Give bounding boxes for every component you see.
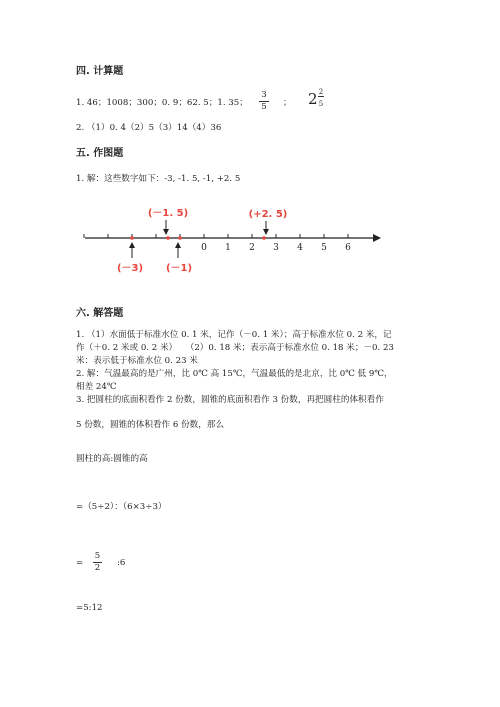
fraction-denominator: 5 [261, 101, 267, 112]
step-3: =5:12 [76, 603, 103, 613]
separator: ； [283, 98, 292, 108]
tick-label-0: 0 [201, 243, 207, 253]
number-line-diagram [80, 200, 390, 282]
fraction-denominator: 2 [94, 562, 101, 573]
fraction-numerator: 5 [94, 551, 101, 561]
point--3 [130, 236, 134, 240]
tick-label-2: 2 [249, 243, 255, 253]
section-4-line-1: 1. 46；1008；300；0. 9；62. 5；1. 35； [76, 98, 248, 108]
label-plus-2-5: (+2. 5) [248, 209, 288, 220]
problem-1-line-1: 1. （1）水面低于标准水位 0. 1 米，记作（－0. 1 米）；高于标准水位 0. 2 米，记 [76, 330, 392, 340]
mixed-number [308, 88, 324, 108]
point-2-5 [262, 236, 266, 240]
section-4-title: 四. 计算题 [76, 66, 124, 77]
step-1: =（5÷2）：（6×3÷3） [76, 502, 167, 512]
label-minus-1: (－1) [165, 263, 193, 274]
fraction-three-fifths [259, 91, 269, 111]
tick-labels [201, 243, 351, 253]
tick-label-1: 1 [225, 243, 231, 253]
tick-label-3: 3 [273, 243, 279, 253]
label-minus-1-5: (－1. 5) [147, 208, 189, 219]
tick-marks [80, 234, 348, 238]
fraction-five-halves [93, 552, 102, 572]
ratio-line: 圆柱的高:圆锥的高 [76, 454, 148, 464]
section-5-title: 五. 作图题 [76, 148, 124, 159]
section-4-line-2: 2. （1）0. 4（2）5（3）14（4）36 [76, 123, 222, 133]
problem-1-line-2: 作（＋0. 2 米或 0. 2 米） （2）0. 18 米；表示高于标准水位 0. 18 米；－0. 23 [76, 343, 394, 353]
problem-2-line-2: 相差 24℃ [76, 382, 117, 392]
tick-label-4: 4 [297, 243, 303, 253]
tick-label-5: 5 [321, 243, 327, 253]
step-2-prefix: = [76, 558, 84, 568]
problem-3-line-2: 5 份数，圆锥的体积看作 6 份数，那么 [76, 420, 225, 430]
mixed-numerator: 2 [318, 88, 324, 96]
mixed-denominator: 5 [318, 100, 324, 108]
mixed-whole: 2 [308, 90, 318, 108]
problem-3-line-1: 3. 把圆柱的底面积看作 2 份数，圆锥的底面积看作 3 份数，再把圆柱的体积看作 [76, 395, 384, 405]
fraction-numerator: 3 [261, 90, 267, 100]
label-minus-3: (－3) [116, 263, 144, 274]
problem-1-line-3: 米：表示低于标准水位 0. 23 米 [76, 356, 198, 366]
tick-label-6: 6 [345, 243, 351, 253]
number-line-arrowhead [373, 234, 381, 242]
problem-2-line-1: 2. 解：气温最高的是广州，比 0℃ 高 15℃，气温最低的是北京，比 0℃ 低 9℃， [76, 369, 393, 379]
point--1-5 [166, 236, 170, 240]
section-6-title: 六. 解答题 [76, 308, 124, 319]
step-2-suffix: :6 [117, 558, 126, 568]
point--1 [178, 236, 182, 240]
section-5-line-1: 1. 解：这些数字如下：-3, -1. 5, -1, +2. 5 [76, 174, 241, 184]
